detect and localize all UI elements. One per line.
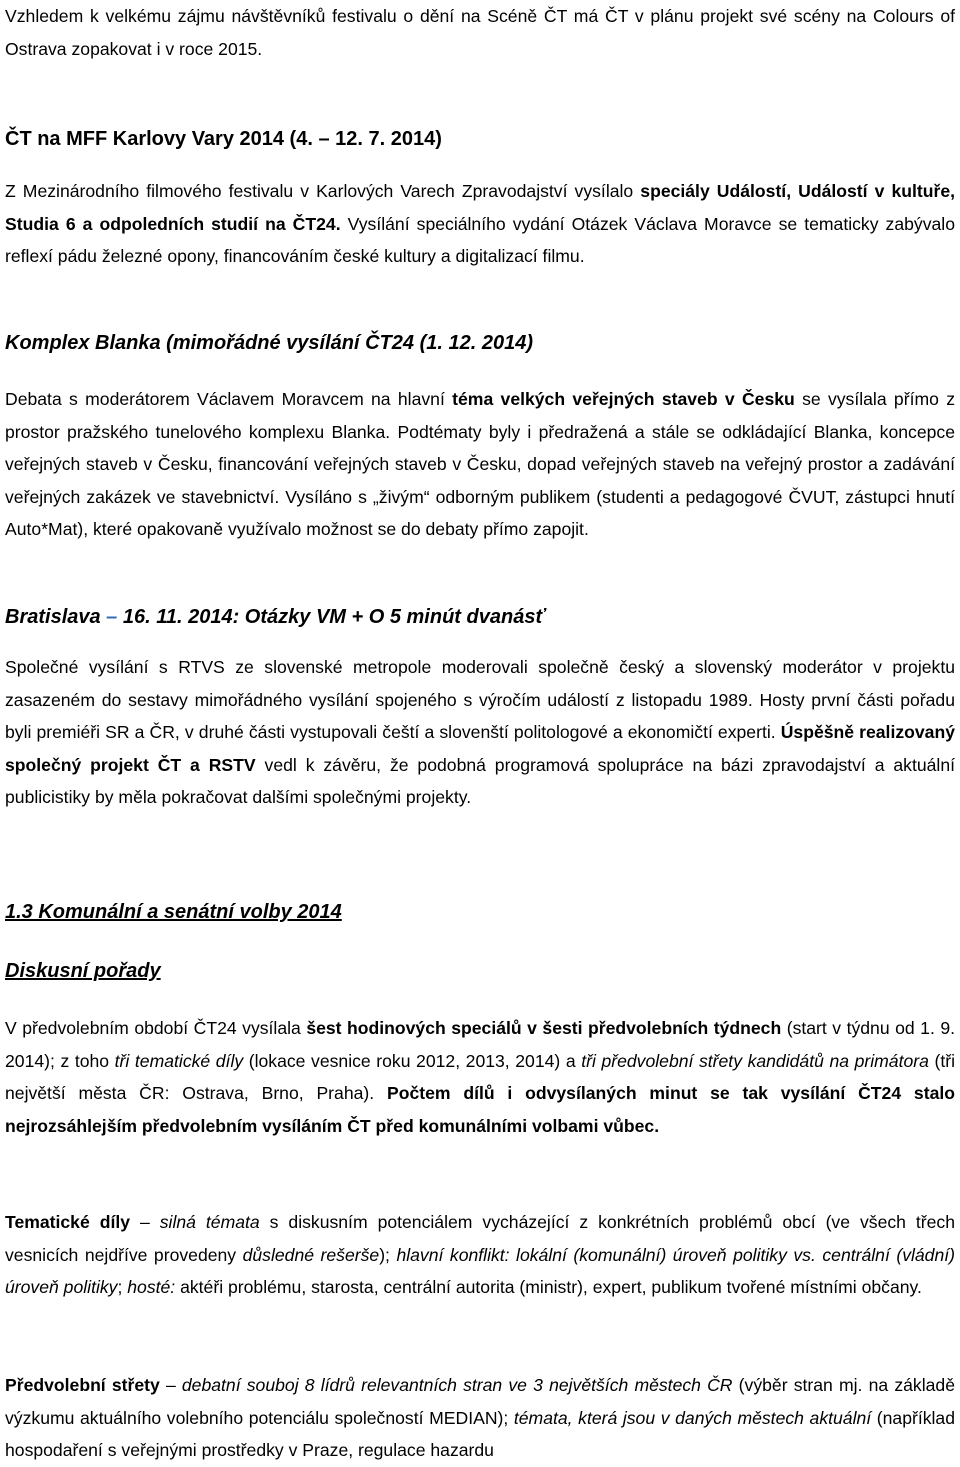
blanka-heading-text: Komplex Blanka (mimořádné vysílání ČT24 (1. 12. 2014) bbox=[5, 332, 533, 354]
section-1-3-subheading-text: Diskusní pořady bbox=[5, 960, 161, 982]
section-1-3-heading bbox=[5, 897, 955, 927]
bratislava-text-c: vedl k závěru, že podobná programová spolupráce na bázi zpravodajství a aktuální publicistiky by měla pokračovat dalšími společnými projekty. bbox=[5, 754, 955, 807]
blanka-text-b: téma velkých veřejných staveb v Česku bbox=[452, 389, 795, 409]
intro-paragraph bbox=[5, 0, 955, 65]
bratislava-text-a: Společné vysílání s RTVS ze slovenské metropole moderovali společně český a slovenský moderátor v projektu zasazeném do sestavy mimořádného vysílání spojeného s výročím událostí z listopadu 1989. Hosty první části pořadu byli premiéři SR a ČR, v druhé části vystupovali čeští a slovenští politologové a ekonomičtí experti. bbox=[5, 657, 955, 742]
bratislava-heading-b: 16. 11. 2014: Otázky VM + O 5 minút dvanásť bbox=[117, 606, 546, 628]
bratislava-heading-dash: – bbox=[106, 606, 118, 628]
blanka-heading bbox=[5, 328, 955, 358]
p1-text-f: tři předvolební střety kandidátů na primátora bbox=[581, 1050, 929, 1071]
p1-text-b: šest hodinových speciálů v šesti předvolebních týdnech bbox=[306, 1018, 782, 1038]
bratislava-paragraph bbox=[5, 651, 955, 814]
section-1-3-paragraph-1 bbox=[5, 1012, 955, 1142]
p3-text-d: (výběr stran mj. na základě výzkumu aktuálního volebního potenciálu společností MEDIAN); bbox=[5, 1375, 955, 1428]
p2-text-j: aktéři problému, starosta, centrální autorita (ministr), expert, publikum tvořené místními občany. bbox=[175, 1277, 922, 1297]
bratislava-text-b: Úspěšně realizovaný společný projekt ČT a RSTV bbox=[5, 722, 955, 775]
p2-text-i: hosté: bbox=[127, 1277, 176, 1297]
section-1-3-paragraph-2 bbox=[5, 1206, 955, 1304]
section-1-3-subheading bbox=[5, 956, 955, 986]
p2-text-g: hlavní konflikt: lokální (komunální) úroveň politiky vs. centrální (vládní) úroveň politiky bbox=[5, 1244, 956, 1297]
p2-text-c: silná témata bbox=[159, 1212, 260, 1232]
mff-heading bbox=[5, 124, 955, 154]
bratislava-heading bbox=[5, 602, 955, 632]
intro-text: Vzhledem k velkému zájmu návštěvníků festivalu o dění na Scéně ČT má ČT v plánu projekt své scény na Colours of Ostrava zopakovat i v roce 2015. bbox=[5, 6, 955, 59]
mff-text-a: Z Mezinárodního filmového festivalu v Karlových Varech Zpravodajství vysílalo bbox=[5, 181, 641, 201]
section-1-3-paragraph-3 bbox=[5, 1369, 955, 1467]
mff-text-c: Vysílání speciálního vydání Otázek Václava Moravce se tematicky zabývalo reflexí pádu železné opony, financováním české kultury a digitalizací filmu. bbox=[5, 213, 955, 266]
p1-text-d: tři tematické díly bbox=[114, 1050, 244, 1071]
blanka-paragraph bbox=[5, 383, 955, 546]
blanka-text-c: se vysílala přímo z prostor pražského tunelového komplexu Blanka. Podtématy byly i předražená a stále se odkládající Blanka, koncepce veřejných staveb v Česku, financování veřejných staveb v Česku, dopad veřejných staveb na veřejný prostor a zadávání veřejných zakázek ve stavebnictví. Vysíláno s „živým“ odborným publikem (studenti a pedagogové ČVUT, zástupci hnutí Auto*Mat), které opakovaně využívalo možnost se do debaty přímo zapojit. bbox=[5, 389, 955, 539]
mff-heading-text: ČT na MFF Karlovy Vary 2014 (4. – 12. 7. 2014) bbox=[5, 128, 442, 150]
mff-paragraph bbox=[5, 175, 955, 273]
p3-text-b: – bbox=[159, 1375, 182, 1395]
p2-text-b: – bbox=[130, 1212, 160, 1232]
p1-text-e: (lokace vesnice roku 2012, 2013, 2014) a bbox=[243, 1050, 582, 1071]
blanka-text-a: Debata s moderátorem Václavem Moravcem na hlavní bbox=[5, 389, 453, 409]
bratislava-heading-a: Bratislava bbox=[5, 606, 107, 628]
p2-text-h: ; bbox=[117, 1277, 128, 1297]
mff-text-b: speciály Událostí, Událostí v kultuře, Studia 6 a odpoledních studií na ČT24. bbox=[5, 181, 955, 234]
p1-text-g: (tři největší města ČR: Ostrava, Brno, Praha). bbox=[5, 1050, 955, 1103]
p2-text-a: Tematické díly bbox=[5, 1212, 131, 1232]
p2-text-e: důsledné rešerše bbox=[242, 1244, 380, 1265]
p1-text-a: V předvolebním období ČT24 vysílala bbox=[5, 1018, 307, 1038]
p2-text-d: s diskusním potenciálem vycházející z konkrétních problémů obcí (ve všech třech vesnicích nejdříve provedeny bbox=[5, 1212, 956, 1265]
p2-text-f: ); bbox=[379, 1244, 397, 1265]
section-1-3-heading-text: 1.3 Komunální a senátní volby 2014 bbox=[5, 901, 342, 923]
p3-text-a: Předvolební střety bbox=[5, 1375, 160, 1395]
p3-text-f: (například hospodaření s veřejnými prostředky v Praze, regulace hazardu bbox=[5, 1407, 956, 1460]
p1-text-c: (start v týdnu od 1. 9. 2014); z toho bbox=[5, 1018, 956, 1071]
p1-text-h: Počtem dílů i odvysílaných minut se tak vysílání ČT24 stalo nejrozsáhlejším předvolebním vysíláním ČT před komunálními volbami vůbec. bbox=[5, 1083, 956, 1136]
p3-text-c: debatní souboj 8 lídrů relevantních stran ve 3 největších městech ČR bbox=[181, 1375, 733, 1395]
p3-text-e: témata, která jsou v daných městech aktuální bbox=[513, 1407, 872, 1428]
